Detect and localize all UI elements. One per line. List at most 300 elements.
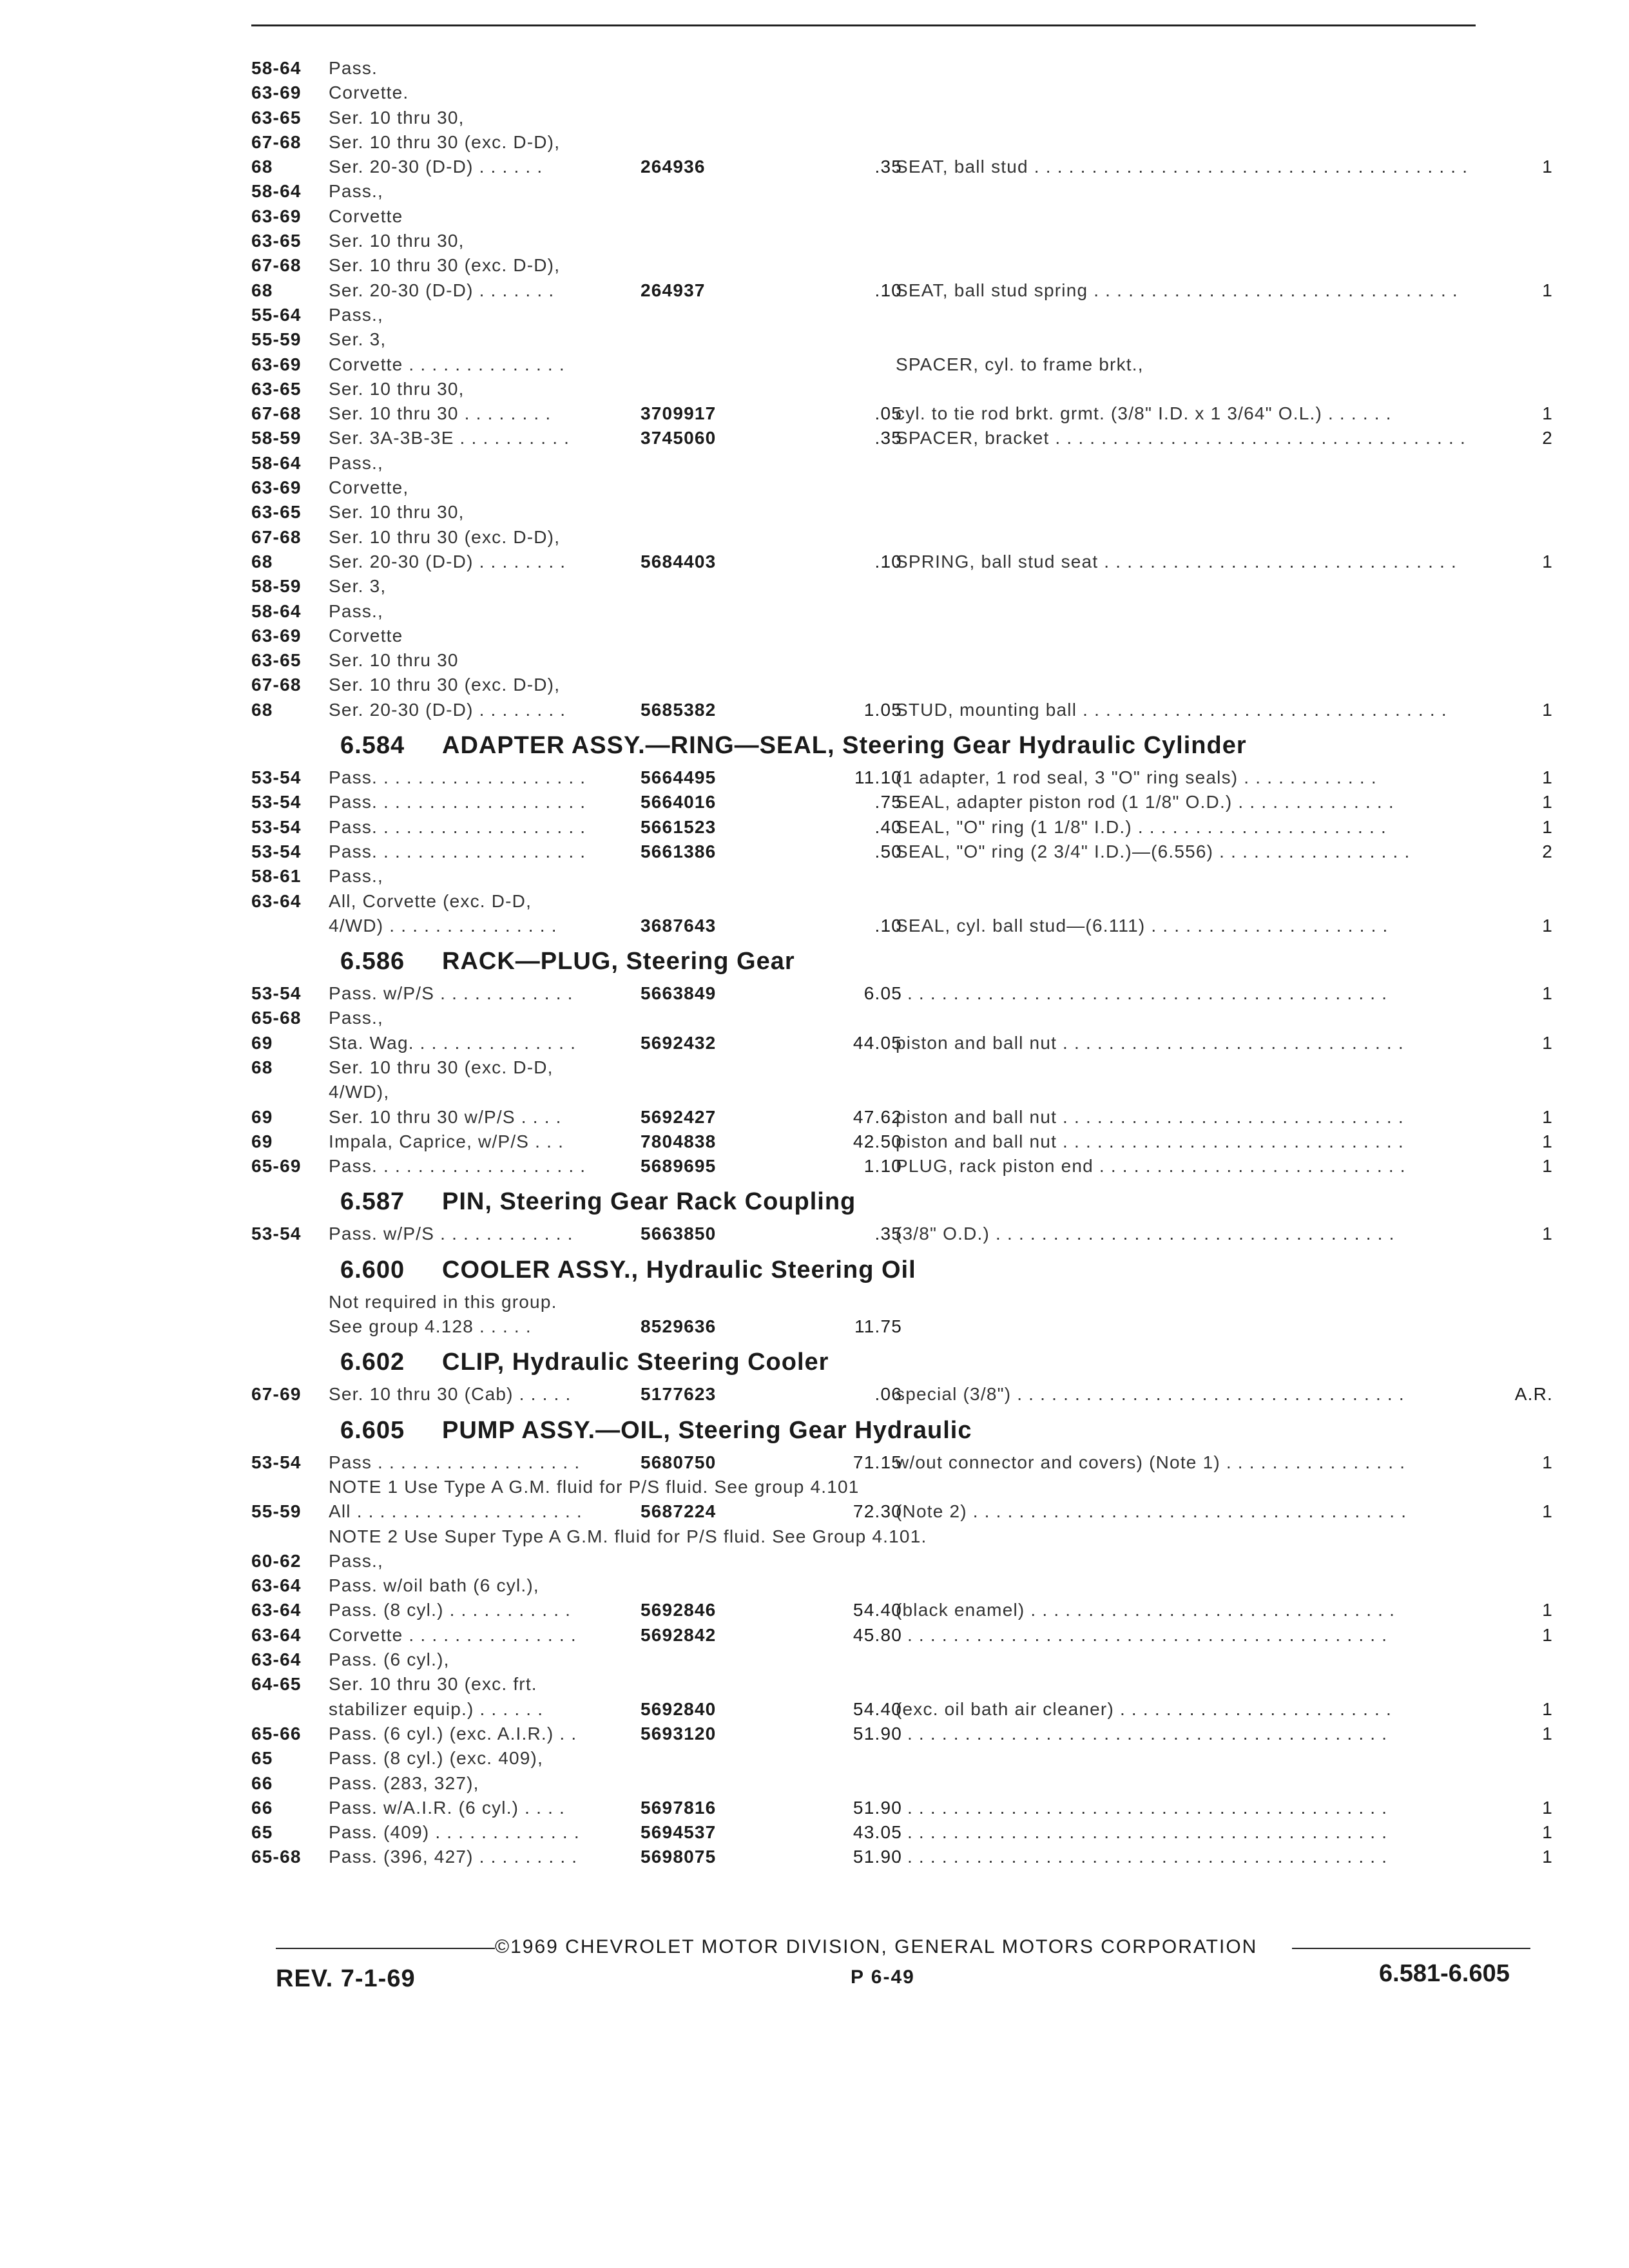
table-row — [251, 1131, 1553, 1156]
list-price: 51.90 — [853, 1797, 902, 1818]
quantity: 1 — [1542, 1822, 1553, 1843]
table-row — [251, 792, 1553, 816]
application: Pass . . . . . . . . . . . . . . . . . . — [329, 1452, 581, 1472]
application: Ser. 20-30 (D-D) . . . . . . — [329, 157, 543, 177]
table-row — [251, 1477, 1547, 1501]
group-number: 6.605 — [340, 1416, 405, 1444]
application: Pass. (396, 427) . . . . . . . . . — [329, 1847, 578, 1867]
application: Pass. (8 cyl.) (exc. 409), — [329, 1748, 544, 1769]
application: Pass. (283, 327), — [329, 1773, 479, 1793]
list-price: 72.30 — [853, 1501, 902, 1522]
application: Ser. 10 thru 30 . . . . . . . . — [329, 403, 552, 424]
application: Pass. w/A.I.R. (6 cyl.) . . . . — [329, 1797, 566, 1818]
model-years: 67-68 — [251, 131, 302, 152]
application: Corvette . . . . . . . . . . . . . . . — [329, 1624, 577, 1645]
group-number: 6.600 — [340, 1256, 405, 1283]
table-row — [251, 576, 1547, 601]
application: Ser. 10 thru 30 — [329, 650, 459, 671]
quantity: 2 — [1542, 428, 1553, 448]
part-number: 5689695 — [641, 1156, 717, 1177]
list-price: 71.15 — [853, 1452, 902, 1472]
table-row — [251, 983, 1553, 1008]
application: Ser. 3A-3B-3E . . . . . . . . . . — [329, 428, 570, 448]
part-number: 5693120 — [641, 1723, 717, 1744]
quantity: 1 — [1542, 767, 1553, 788]
table-row — [251, 428, 1553, 452]
list-price: .10 — [874, 551, 902, 572]
section-header — [251, 1256, 1547, 1284]
application: Not required in this group. — [329, 1291, 557, 1312]
part-description: SPRING, ball stud seat . . . . . . . . . . . . . . . . . . . . . . . . . . . . . . . — [896, 551, 1458, 572]
model-years: 55-64 — [251, 304, 302, 325]
quantity: 1 — [1542, 1156, 1553, 1177]
quantity: 1 — [1542, 816, 1553, 837]
group-title: ADAPTER ASSY.—RING—SEAL, Steering Gear Hydraulic Cylinder — [442, 732, 1247, 760]
quantity: 1 — [1542, 1032, 1553, 1053]
part-description: piston and ball nut . . . . . . . . . . . . . . . . . . . . . . . . . . . . . . — [896, 1131, 1404, 1151]
model-years: 64-65 — [251, 1674, 302, 1695]
table-row — [251, 1526, 1547, 1551]
application: Ser. 10 thru 30 (exc. D-D), — [329, 526, 561, 547]
table-row — [251, 816, 1553, 841]
table-row — [251, 305, 1547, 329]
list-price: .35 — [874, 428, 902, 448]
table-row — [251, 231, 1547, 255]
section-header — [251, 1349, 1547, 1376]
part-number: 5663849 — [641, 983, 717, 1004]
model-years: 63-65 — [251, 107, 302, 128]
model-years: 58-64 — [251, 58, 302, 78]
table-row — [251, 1452, 1553, 1477]
application: 4/WD), — [329, 1082, 390, 1102]
application: Ser. 20-30 (D-D) . . . . . . . . — [329, 551, 566, 572]
part-description: SEAL, "O" ring (1 1/8" I.D.) . . . . . . . . . . . . . . . . . . . . . . — [896, 816, 1387, 837]
quantity: 1 — [1542, 1797, 1553, 1818]
model-years: 63-69 — [251, 206, 302, 226]
application: Ser. 10 thru 30, — [329, 107, 465, 128]
application: 4/WD) . . . . . . . . . . . . . . . — [329, 915, 557, 936]
table-row — [251, 866, 1547, 890]
model-years: 63-64 — [251, 1575, 302, 1596]
table-row — [251, 1773, 1547, 1798]
application: Corvette . . . . . . . . . . . . . . — [329, 354, 565, 374]
application: Ser. 10 thru 30 (exc. frt. — [329, 1674, 537, 1695]
part-description: SEAT, ball stud . . . . . . . . . . . . . . . . . . . . . . . . . . . . . . . . . . . . . . — [896, 157, 1469, 177]
table-row — [251, 108, 1547, 132]
table-row — [251, 255, 1547, 280]
model-years: 63-64 — [251, 1600, 302, 1620]
part-number: 5684403 — [641, 551, 717, 572]
application: Ser. 10 thru 30 (Cab) . . . . . — [329, 1384, 572, 1405]
part-number: 5664495 — [641, 767, 717, 788]
application: Pass. — [329, 58, 378, 78]
part-description: . . . . . . . . . . . . . . . . . . . . . . . . . . . . . . . . . . . . . . . . . . . — [896, 983, 1388, 1004]
model-years: 63-65 — [251, 378, 302, 399]
group-title: COOLER ASSY., Hydraulic Steering Oil — [442, 1256, 916, 1283]
table-row — [251, 502, 1547, 526]
quantity: A.R. — [1514, 1384, 1553, 1405]
application: Pass., — [329, 601, 384, 621]
model-years: 63-69 — [251, 354, 302, 374]
application: All . . . . . . . . . . . . . . . . . . . . — [329, 1501, 583, 1522]
application: NOTE 2 Use Super Type A G.M. fluid for P/S fluid. See Group 4.101. — [329, 1526, 927, 1546]
part-number: 8529636 — [641, 1316, 717, 1337]
quantity: 1 — [1542, 280, 1553, 300]
table-row — [251, 1600, 1553, 1624]
application: Ser. 10 thru 30, — [329, 231, 465, 251]
part-number: 5687224 — [641, 1501, 717, 1522]
part-number: 5661386 — [641, 841, 717, 861]
model-years: 66 — [251, 1797, 273, 1818]
list-price: 1.05 — [863, 699, 902, 720]
model-years: 63-65 — [251, 502, 302, 523]
quantity: 2 — [1542, 841, 1553, 861]
part-description: SEAL, cyl. ball stud—(6.111) . . . . . . . . . . . . . . . . . . . . . — [896, 915, 1389, 936]
model-years: 63-64 — [251, 1649, 302, 1670]
model-years: 53-54 — [251, 767, 302, 788]
model-years: 53-54 — [251, 1452, 302, 1472]
table-row — [251, 1797, 1553, 1822]
application: stabilizer equip.) . . . . . . — [329, 1698, 544, 1719]
model-years: 68 — [251, 280, 273, 300]
application: Ser. 10 thru 30 (exc. D-D), — [329, 131, 561, 152]
part-description: . . . . . . . . . . . . . . . . . . . . . . . . . . . . . . . . . . . . . . . . . . . — [896, 1797, 1388, 1818]
part-description: . . . . . . . . . . . . . . . . . . . . . . . . . . . . . . . . . . . . . . . . . . . — [896, 1723, 1388, 1744]
quantity: 1 — [1542, 1624, 1553, 1645]
model-years: 53-54 — [251, 841, 302, 861]
model-years: 69 — [251, 1106, 273, 1127]
top-rule — [251, 24, 1476, 26]
table-row — [251, 1551, 1547, 1575]
model-years: 53-54 — [251, 1224, 302, 1244]
part-description: w/out connector and covers) (Note 1) . . . . . . . . . . . . . . . . — [896, 1452, 1406, 1472]
part-number: 5698075 — [641, 1847, 717, 1867]
application: Ser. 10 thru 30 (exc. D-D), — [329, 255, 561, 276]
table-row — [251, 767, 1553, 792]
list-price: 1.10 — [863, 1156, 902, 1177]
part-description: (black enamel) . . . . . . . . . . . . . . . . . . . . . . . . . . . . . . . . — [896, 1600, 1396, 1620]
model-years: 65 — [251, 1822, 273, 1843]
application: Pass. (6 cyl.), — [329, 1649, 450, 1670]
model-years: 69 — [251, 1131, 273, 1151]
model-years: 67-68 — [251, 255, 302, 276]
table-row — [251, 551, 1553, 576]
model-years: 58-64 — [251, 181, 302, 202]
model-years: 53-54 — [251, 983, 302, 1004]
application: Ser. 20-30 (D-D) . . . . . . . — [329, 280, 555, 300]
table-row — [251, 403, 1553, 428]
model-years: 68 — [251, 1057, 273, 1077]
list-price: 54.40 — [853, 1698, 902, 1719]
table-row — [251, 1156, 1553, 1180]
model-years: 69 — [251, 1032, 273, 1053]
part-description: PLUG, rack piston end . . . . . . . . . . . . . . . . . . . . . . . . . . . — [896, 1156, 1406, 1177]
list-price: 47.62 — [853, 1106, 902, 1127]
copyright: ©1969 CHEVROLET MOTOR DIVISION, GENERAL MOTORS CORPORATION — [495, 1936, 1258, 1957]
list-price: .05 — [874, 403, 902, 424]
model-years: 53-54 — [251, 792, 302, 812]
application: Pass. . . . . . . . . . . . . . . . . . . — [329, 1156, 586, 1177]
table-row — [251, 675, 1547, 699]
table-row — [251, 157, 1553, 181]
model-years: 66 — [251, 1773, 273, 1793]
table-row — [251, 527, 1547, 552]
model-years: 65-68 — [251, 1008, 302, 1028]
list-price: .50 — [874, 841, 902, 861]
part-number: 264937 — [641, 280, 706, 300]
application: Pass. w/P/S . . . . . . . . . . . . — [329, 1224, 574, 1244]
part-number: 5664016 — [641, 792, 717, 812]
application: Ser. 10 thru 30 (exc. D-D), — [329, 675, 561, 695]
part-description: STUD, mounting ball . . . . . . . . . . . . . . . . . . . . . . . . . . . . . . . . — [896, 699, 1447, 720]
model-years: 67-68 — [251, 526, 302, 547]
list-price: .35 — [874, 1224, 902, 1244]
table-row — [251, 626, 1547, 650]
model-years: 67-68 — [251, 675, 302, 695]
group-title: CLIP, Hydraulic Steering Cooler — [442, 1349, 829, 1376]
quantity: 1 — [1542, 1723, 1553, 1744]
part-description: . . . . . . . . . . . . . . . . . . . . . . . . . . . . . . . . . . . . . . . . . . . — [896, 1624, 1388, 1645]
application: Pass., — [329, 1550, 384, 1571]
part-description: piston and ball nut . . . . . . . . . . . . . . . . . . . . . . . . . . . . . . — [896, 1032, 1404, 1053]
table-row — [251, 1224, 1553, 1248]
model-years: 65-68 — [251, 1847, 302, 1867]
quantity: 1 — [1542, 1452, 1553, 1472]
part-number: 264936 — [641, 157, 706, 177]
application: Ser. 10 thru 30, — [329, 502, 465, 523]
application: See group 4.128 . . . . . — [329, 1316, 532, 1337]
application: Pass. . . . . . . . . . . . . . . . . . . — [329, 792, 586, 812]
application: Impala, Caprice, w/P/S . . . — [329, 1131, 564, 1151]
quantity: 1 — [1542, 1501, 1553, 1522]
page-number: P 6-49 — [851, 1966, 915, 1988]
quantity: 1 — [1542, 157, 1553, 177]
application: Ser. 20-30 (D-D) . . . . . . . . — [329, 699, 566, 720]
table-row — [251, 453, 1547, 477]
application: Ser. 10 thru 30 (exc. D-D, — [329, 1057, 554, 1077]
part-description: piston and ball nut . . . . . . . . . . . . . . . . . . . . . . . . . . . . . . — [896, 1106, 1404, 1127]
list-price: .75 — [874, 792, 902, 812]
quantity: 1 — [1542, 1224, 1553, 1244]
table-row — [251, 601, 1547, 626]
list-price: 43.05 — [853, 1822, 902, 1843]
application: Pass. . . . . . . . . . . . . . . . . . . — [329, 767, 586, 788]
part-description: (exc. oil bath air cleaner) . . . . . . . . . . . . . . . . . . . . . . . . — [896, 1698, 1392, 1719]
table-row — [251, 915, 1553, 940]
parts-list — [251, 58, 1553, 1872]
quantity: 1 — [1542, 1698, 1553, 1719]
table-row — [251, 82, 1547, 107]
application: Pass. (8 cyl.) . . . . . . . . . . . — [329, 1600, 572, 1620]
part-number: 5692846 — [641, 1600, 717, 1620]
table-row — [251, 354, 1547, 379]
part-description: (3/8" O.D.) . . . . . . . . . . . . . . . . . . . . . . . . . . . . . . . . . . . — [896, 1224, 1395, 1244]
table-row — [251, 329, 1547, 354]
application: Pass., — [329, 1008, 384, 1028]
part-number: 5692840 — [641, 1698, 717, 1719]
model-years: 63-69 — [251, 625, 302, 646]
group-title: PUMP ASSY.—OIL, Steering Gear Hydraulic — [442, 1416, 972, 1444]
model-years: 55-59 — [251, 1501, 302, 1522]
model-years: 63-64 — [251, 890, 302, 911]
table-row — [251, 58, 1547, 82]
list-price: .10 — [874, 915, 902, 936]
table-row — [251, 1624, 1553, 1649]
part-number: 5663850 — [641, 1224, 717, 1244]
application: Pass. . . . . . . . . . . . . . . . . . . — [329, 841, 586, 861]
part-description: (1 adapter, 1 rod seal, 3 "O" ring seals) . . . . . . . . . . . . — [896, 767, 1377, 788]
table-row — [251, 1575, 1547, 1600]
list-price: 45.80 — [853, 1624, 902, 1645]
table-row — [251, 132, 1547, 157]
part-number: 5694537 — [641, 1822, 717, 1843]
model-years: 58-64 — [251, 601, 302, 621]
table-row — [251, 1082, 1547, 1106]
application: Pass., — [329, 452, 384, 473]
section-header — [251, 948, 1547, 975]
model-years: 63-69 — [251, 82, 302, 103]
table-row — [251, 280, 1553, 305]
model-years: 67-69 — [251, 1384, 302, 1405]
application: Pass. w/oil bath (6 cyl.), — [329, 1575, 539, 1596]
list-price: 51.90 — [853, 1723, 902, 1744]
application: Ser. 3, — [329, 329, 387, 350]
model-years: 58-59 — [251, 428, 302, 448]
model-years: 67-68 — [251, 403, 302, 424]
model-years: 63-65 — [251, 231, 302, 251]
part-number: 7804838 — [641, 1131, 717, 1151]
model-years: 65 — [251, 1748, 273, 1769]
part-number: 5685382 — [641, 699, 717, 720]
application: Pass., — [329, 304, 384, 325]
application: Ser. 10 thru 30 w/P/S . . . . — [329, 1106, 562, 1127]
section-header — [251, 1417, 1547, 1445]
part-description: . . . . . . . . . . . . . . . . . . . . . . . . . . . . . . . . . . . . . . . . . . . — [896, 1822, 1388, 1843]
application: Pass., — [329, 866, 384, 887]
group-number: 6.586 — [340, 948, 405, 975]
table-row — [251, 1501, 1553, 1526]
application: Ser. 10 thru 30, — [329, 378, 465, 399]
section-header — [251, 1188, 1547, 1216]
table-row — [251, 1698, 1553, 1724]
list-price: .35 — [874, 157, 902, 177]
group-number: 6.584 — [340, 732, 405, 760]
model-years: 63-69 — [251, 477, 302, 498]
group-number: 6.587 — [340, 1188, 405, 1216]
list-price: 51.90 — [853, 1847, 902, 1867]
quantity: 1 — [1542, 1106, 1553, 1127]
quantity: 1 — [1542, 1600, 1553, 1620]
model-years: 58-61 — [251, 866, 302, 887]
list-price: 42.50 — [853, 1131, 902, 1151]
table-row — [251, 1723, 1553, 1748]
table-row — [251, 1032, 1553, 1057]
part-number: 3709917 — [641, 403, 717, 424]
part-description: SEAL, "O" ring (2 3/4" I.D.)—(6.556) . . . . . . . . . . . . . . . . . — [896, 841, 1411, 861]
part-number: 5661523 — [641, 816, 717, 837]
part-description: SEAL, adapter piston rod (1 1/8" O.D.) . . . . . . . . . . . . . . — [896, 792, 1394, 812]
list-price: .06 — [874, 1384, 902, 1405]
quantity: 1 — [1542, 983, 1553, 1004]
list-price: 54.40 — [853, 1600, 902, 1620]
quantity: 1 — [1542, 792, 1553, 812]
section-header — [251, 732, 1547, 760]
table-row — [251, 477, 1547, 502]
table-row — [251, 1649, 1547, 1674]
application: Pass. (409) . . . . . . . . . . . . . — [329, 1822, 580, 1843]
model-years: 63-65 — [251, 650, 302, 671]
table-row — [251, 1748, 1547, 1773]
table-row — [251, 1292, 1547, 1316]
quantity: 1 — [1542, 1847, 1553, 1867]
footer-rule-right — [1292, 1948, 1530, 1949]
model-years: 58-59 — [251, 576, 302, 597]
table-row — [251, 841, 1553, 866]
application: Sta. Wag. . . . . . . . . . . . . . . — [329, 1032, 577, 1053]
part-number: 5177623 — [641, 1384, 717, 1405]
model-years: 68 — [251, 699, 273, 720]
part-description: cyl. to tie rod brkt. grmt. (3/8" I.D. x 1 3/64" O.L.) . . . . . . — [896, 403, 1392, 424]
model-years: 63-64 — [251, 1624, 302, 1645]
list-price: .10 — [874, 280, 902, 300]
application: NOTE 1 Use Type A G.M. fluid for P/S fluid. See group 4.101 — [329, 1476, 860, 1497]
model-years: 58-64 — [251, 452, 302, 473]
table-row — [251, 650, 1547, 675]
model-years: 68 — [251, 157, 273, 177]
model-years: 55-59 — [251, 329, 302, 350]
quantity: 1 — [1542, 699, 1553, 720]
group-title: PIN, Steering Gear Rack Coupling — [442, 1188, 856, 1216]
quantity: 1 — [1542, 551, 1553, 572]
list-price: .40 — [874, 816, 902, 837]
list-price: 44.05 — [853, 1032, 902, 1053]
table-row — [251, 1674, 1547, 1698]
application: Ser. 3, — [329, 576, 387, 597]
part-number: 5680750 — [641, 1452, 717, 1472]
table-row — [251, 1057, 1547, 1082]
part-number: 5697816 — [641, 1797, 717, 1818]
part-number: 5692842 — [641, 1624, 717, 1645]
quantity: 1 — [1542, 915, 1553, 936]
application: Corvette — [329, 625, 403, 646]
table-row — [251, 1384, 1553, 1408]
model-years: 65-69 — [251, 1156, 302, 1177]
part-description: (Note 2) . . . . . . . . . . . . . . . . . . . . . . . . . . . . . . . . . . . . . . — [896, 1501, 1407, 1522]
quantity: 1 — [1542, 1131, 1553, 1151]
quantity: 1 — [1542, 403, 1553, 424]
part-number: 5692432 — [641, 1032, 717, 1053]
application: Pass., — [329, 181, 384, 202]
list-price: 11.10 — [854, 767, 902, 788]
group-title: RACK—PLUG, Steering Gear — [442, 948, 795, 975]
list-price: 11.75 — [854, 1316, 902, 1337]
part-description: SPACER, bracket . . . . . . . . . . . . . . . . . . . . . . . . . . . . . . . . . . . . — [896, 428, 1466, 448]
part-description: SPACER, cyl. to frame brkt., — [896, 354, 1144, 374]
revision-date: REV. 7-1-69 — [276, 1965, 416, 1992]
group-number: 6.602 — [340, 1349, 405, 1376]
application: All, Corvette (exc. D-D, — [329, 890, 532, 911]
part-description: . . . . . . . . . . . . . . . . . . . . . . . . . . . . . . . . . . . . . . . . . . . — [896, 1847, 1388, 1867]
part-description: SEAT, ball stud spring . . . . . . . . . . . . . . . . . . . . . . . . . . . . . . . . — [896, 280, 1458, 300]
part-number: 3687643 — [641, 915, 717, 936]
model-years: 68 — [251, 551, 273, 572]
model-years: 65-66 — [251, 1723, 302, 1744]
application: Pass. . . . . . . . . . . . . . . . . . . — [329, 816, 586, 837]
table-row — [251, 1008, 1547, 1032]
table-row — [251, 891, 1547, 916]
table-row — [251, 1822, 1553, 1847]
table-row — [251, 1316, 1547, 1341]
